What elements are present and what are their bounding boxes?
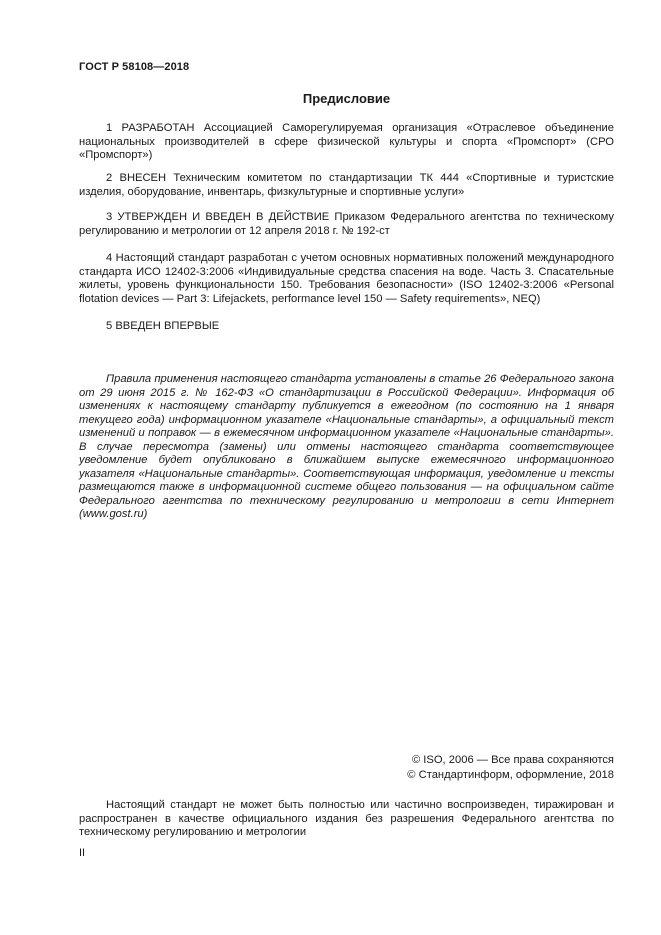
foreword-item-3: 3 УТВЕРЖДЕН И ВВЕДЕН В ДЕЙСТВИЕ Приказом Федерального агентства по техническому регулированию и метрологии от 12 апреля 2018 г. № 192-ст [79,211,614,237]
foreword-item-1: 1 РАЗРАБОТАН Ассоциацией Саморегулируемая организация «Отраслевое объединение национальных производителей в сфере физической культуры и спорта «Промспорт» (СРО «Промспорт») [79,122,614,162]
page-title: Предисловие [302,91,391,106]
document-code: ГОСТ Р 58108—2018 [79,61,190,73]
copyright-standartinform: © Стандартинформ, оформление, 2018 [407,768,614,781]
application-rules-notice: Правила применения настоящего стандарта установлены в статье 26 Федерального закона от 29 июня 2015 г. № 162-ФЗ «О стандартизации в Российской Федерации». Информация об изменениях к настоящему стандарту публикуется в ежегодном (по состоянию на 1 января текущего года) информационном указателе «Национальные стандарты», а официальный текст изменений и поправок — в ежемесячном информационном указателе «Национальные стандарты». В случае пересмотра (замены) или отмены настоящего стандарта соответствующее уведомление будет опубликовано в ближайшем выпуске ежемесячного информационного указателя «Национальные стандарты». Соответствующая информация, уведомление и тексты размещаются также в информационной системе общего пользования — на официальном сайте Федерального агентства по техническому регулированию и метрологии в сети Интернет (www.gost.ru) [79,373,614,520]
copyright-iso: © ISO, 2006 — Все права сохраняются [411,754,614,766]
foreword-item-5: 5 ВВЕДЕН ВПЕРВЫЕ [106,320,220,332]
foreword-item-4: 4 Настоящий стандарт разработан с учетом основных нормативных положений международного стандарта ИСО 12402-3:2006 «Индивидуальные средства спасения на воде. Часть 3. Спасательные жилеты, уровень функциональности 150. Требования безопасности» (ISO 12402-3:2006 «Personal flotation devices — Part 3: Lifejackets, performance level 150 — Safety requirements», NEQ) [79,252,614,305]
copyright-block [79,753,614,782]
page-number: II [79,847,86,859]
foreword-item-2: 2 ВНЕСЕН Техническим комитетом по стандартизации ТК 444 «Спортивные и туристские изделия, оборудование, инвентарь, физкультурные и спортивные услуги» [79,172,614,198]
reprint-notice: Настоящий стандарт не может быть полностью или частично воспроизведен, тиражирован и распространен в качестве официального издания без разрешения Федерального агентства по техническому регулированию и метрологии [79,799,614,839]
